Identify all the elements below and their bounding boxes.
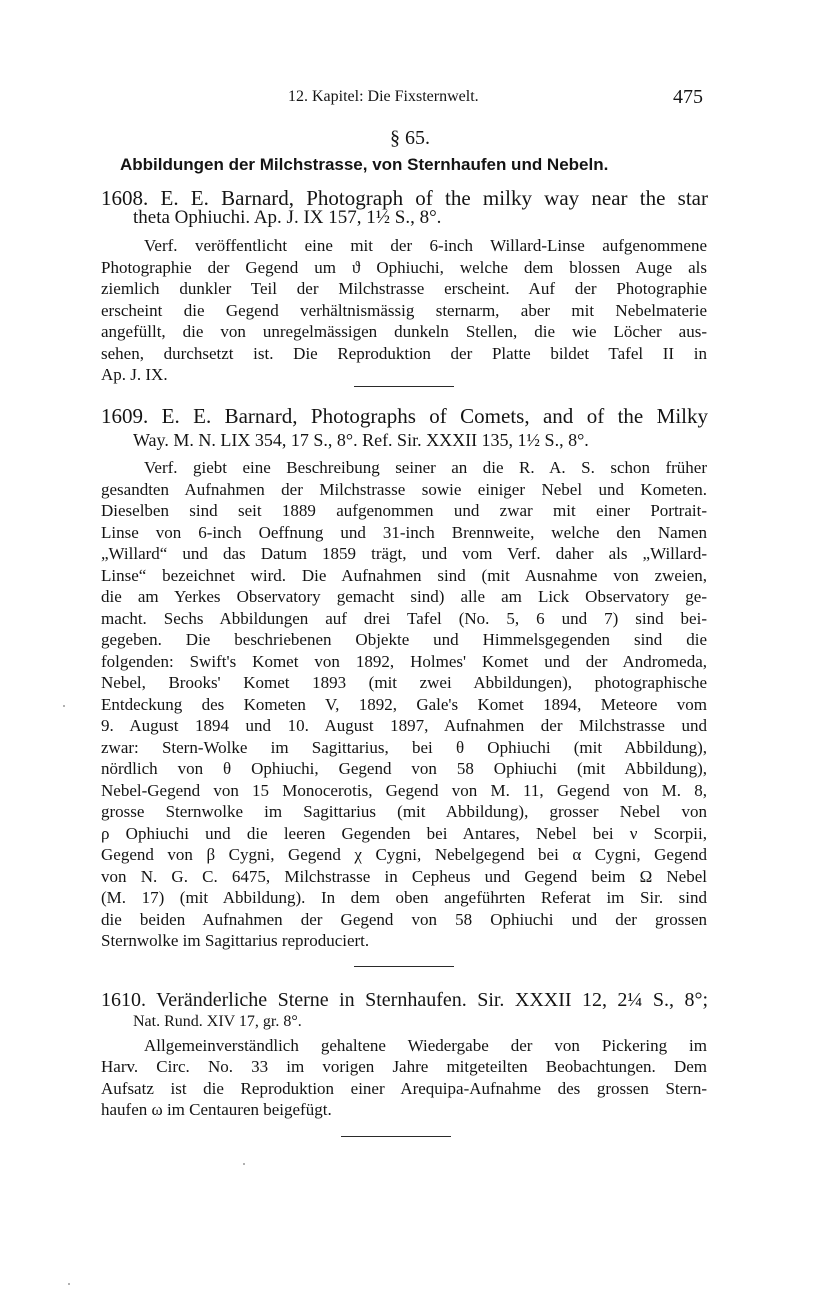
body-line: von N. G. C. 6475, Milchstrasse in Cepheus und Gegend beim Ω Nebel <box>101 867 707 886</box>
entry-heading-continued: Nat. Rund. XIV 17, gr. 8°. <box>133 1013 302 1030</box>
scan-speck <box>63 705 65 707</box>
body-line: Nebel, Brooks' Komet 1893 (mit zwei Abbildungen), photographische <box>101 673 707 692</box>
body-line: Entdeckung des Kometen V, 1892, Gale's Komet 1894, Meteore vom <box>101 695 707 714</box>
body-line: gegeben. Die beschriebenen Objekte und Himmelsgegenden sind die <box>101 630 707 649</box>
scan-speck <box>243 1163 245 1165</box>
body-line: Nebel-Gegend von 15 Monocerotis, Gegend von M. 11, Gegend von M. 8, <box>101 781 707 800</box>
body-line: macht. Sechs Abbildungen auf drei Tafel (No. 5, 6 und 7) sind bei- <box>101 609 707 628</box>
body-line: Linse“ bezeichnet wird. Die Aufnahmen sind (mit Ausnahme von zweien, <box>101 566 707 585</box>
body-line: grosse Sternwolke im Sagittarius (mit Abbildung), grosser Nebel von <box>101 802 707 821</box>
body-line: zwar: Stern-Wolke im Sagittarius, bei θ Ophiuchi (mit Abbildung), <box>101 738 707 757</box>
body-line: Allgemeinverständlich gehaltene Wiedergabe der von Pickering im <box>144 1036 707 1055</box>
scan-speck <box>68 1283 70 1285</box>
body-line: (M. 17) (mit Abbildung). In dem oben angeführten Referat im Sir. sind <box>101 888 707 907</box>
body-line: ziemlich dunkler Teil der Milchstrasse erscheint. Auf der Photographie <box>101 279 707 298</box>
entry-heading-continued: Way. M. N. LIX 354, 17 S., 8°. Ref. Sir. XXXII 135, 1½ S., 8°. <box>133 430 589 450</box>
body-line: Aufsatz ist die Reproduktion einer Arequipa-Aufnahme des grossen Stern- <box>101 1079 707 1098</box>
body-line: folgenden: Swift's Komet von 1892, Holmes' Komet und der Andromeda, <box>101 652 707 671</box>
body-line: nördlich von θ Ophiuchi, Gegend von 58 Ophiuchi (mit Abbildung), <box>101 759 707 778</box>
body-line: haufen ω im Centauren beigefügt. <box>101 1100 332 1119</box>
body-line: 9. August 1894 und 10. August 1897, Aufnahmen der Milchstrasse und <box>101 716 707 735</box>
body-line: „Willard“ und das Datum 1859 trägt, und vom Verf. daher als „Willard- <box>101 544 707 563</box>
body-line: Verf. veröffentlicht eine mit der 6-inch Willard-Linse aufgenommene <box>144 236 707 255</box>
entry-separator-rule <box>354 966 454 967</box>
body-line: Sternwolke im Sagittarius reproduciert. <box>101 931 370 950</box>
body-line: sehen, durchsetzt ist. Die Reproduktion der Platte bildet Tafel II in <box>101 344 707 363</box>
body-line: die beiden Aufnahmen der Gegend von 58 Ophiuchi und der grossen <box>101 910 707 929</box>
body-line: Verf. giebt eine Beschreibung seiner an die R. A. S. schon früher <box>144 458 707 477</box>
entry-heading: 1609. E. E. Barnard, Photographs of Comets, and of the Milky <box>101 404 708 428</box>
entry-heading: 1608. E. E. Barnard, Photograph of the milky way near the star <box>101 186 708 210</box>
entry-heading: 1610. Veränderliche Sterne in Sternhaufen. Sir. XXXII 12, 2¼ S., 8°; <box>101 989 708 1011</box>
entry-separator-rule <box>354 386 454 387</box>
body-line: ρ Ophiuchi und die leeren Gegenden bei Antares, Nebel bei ν Scorpii, <box>101 824 707 843</box>
body-line: erscheint die Gegend verhältnismässig sternarm, aber mit Nebelmaterie <box>101 301 707 320</box>
section-title: Abbildungen der Milchstrasse, von Sternhaufen und Nebeln. <box>120 155 609 174</box>
running-title: 12. Kapitel: Die Fixsternwelt. <box>288 88 479 105</box>
body-line: Photographie der Gegend um ϑ Ophiuchi, welche dem blossen Auge als <box>101 258 707 277</box>
body-line: gesandten Aufnahmen der Milchstrasse sowie einiger Nebel und Kometen. <box>101 480 707 499</box>
body-line: Dieselben sind seit 1889 aufgenommen und zwar mit einer Portrait- <box>101 501 707 520</box>
entry-heading-continued: theta Ophiuchi. Ap. J. IX 157, 1½ S., 8°. <box>133 207 442 228</box>
body-line: Gegend von β Cygni, Gegend χ Cygni, Nebelgegend bei α Cygni, Gegend <box>101 845 707 864</box>
body-line: Linse von 6-inch Oeffnung und 31-inch Brennweite, welche den Namen <box>101 523 707 542</box>
closing-rule <box>341 1136 451 1137</box>
body-line: die am Yerkes Observatory gemacht sind) alle am Lick Observatory ge- <box>101 587 707 606</box>
body-line: angefüllt, die von unregelmässigen dunkeln Stellen, die wie Löcher aus- <box>101 322 707 341</box>
page-number: 475 <box>673 86 703 108</box>
body-line: Ap. J. IX. <box>101 365 168 384</box>
body-line: Harv. Circ. No. 33 im vorigen Jahre mitgeteilten Beobachtungen. Dem <box>101 1057 707 1076</box>
section-number: § 65. <box>390 127 430 149</box>
